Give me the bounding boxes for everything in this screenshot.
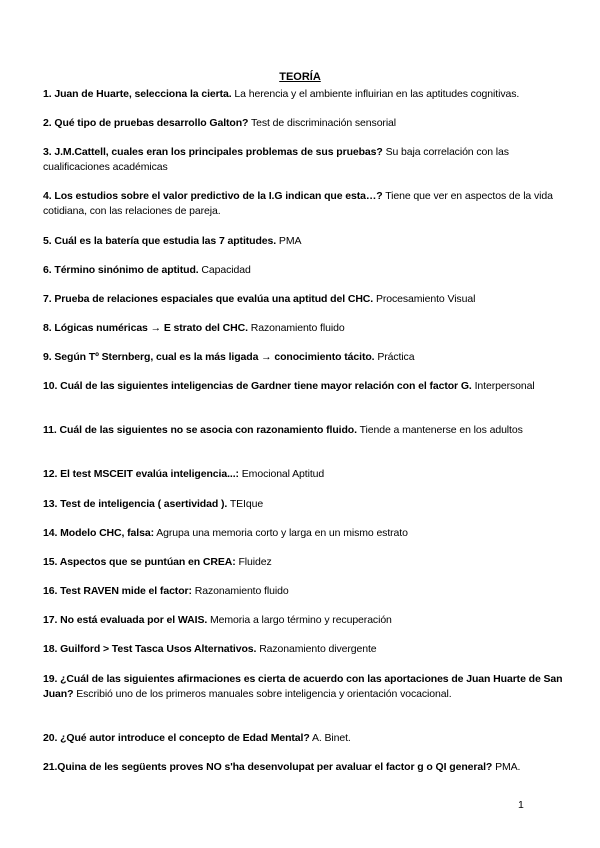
answer-text: Fluidez xyxy=(238,556,272,568)
question-item xyxy=(43,116,563,131)
question-text: 5. Cuál es la batería que estudia las 7 aptitudes. xyxy=(43,235,277,247)
question-item xyxy=(43,350,563,365)
question-text: 14. Modelo CHC, falsa: xyxy=(43,527,154,539)
question-item xyxy=(43,760,563,775)
question-item xyxy=(43,423,563,438)
question-text: 2. Qué tipo de pruebas desarrollo Galton? xyxy=(43,117,249,129)
question-item xyxy=(43,263,563,278)
question-text: 6. Término sinónimo de aptitud. xyxy=(43,264,199,276)
answer-text: TEIque xyxy=(229,498,264,510)
question-item xyxy=(43,87,563,102)
answer-text: Emocional Aptitud xyxy=(241,468,325,480)
question-text: 12. El test MSCEIT evalúa inteligencia...: xyxy=(43,468,239,480)
answer-text: Capacidad xyxy=(201,264,251,276)
question-text: 1. Juan de Huarte, selecciona la cierta. xyxy=(43,88,232,100)
answer-text: Razonamiento fluido xyxy=(194,585,289,597)
answer-text: PMA. xyxy=(495,761,521,773)
question-text: 16. Test RAVEN mide el factor: xyxy=(43,585,192,597)
question-item xyxy=(43,497,563,512)
question-item xyxy=(43,526,563,541)
question-item xyxy=(43,234,563,249)
question-text: 15. Aspectos que se puntúan en CREA: xyxy=(43,556,236,568)
answer-text: Memoria a largo término y recuperación xyxy=(210,614,392,626)
answer-text: Razonamiento fluido xyxy=(250,322,345,334)
question-item xyxy=(43,189,563,219)
question-text: 21.Quina de les següents proves NO s'ha desenvolupat per avaluar el factor g o QI general? xyxy=(43,761,493,773)
answer-text: Agrupa una memoria corto y larga en un mismo estrato xyxy=(156,527,408,539)
question-text: 17. No está evaluada por el WAIS. xyxy=(43,614,208,626)
question-text: 13. Test de inteligencia ( asertividad ). xyxy=(43,498,228,510)
answer-text: La herencia y el ambiente influirian en las aptitudes cognitivas. xyxy=(234,88,520,100)
answer-text: Escribió uno de los primeros manuales sobre inteligencia y orientación vocacional. xyxy=(76,688,452,700)
answer-text: Procesamiento Visual xyxy=(375,293,476,305)
page-title: TEORÍA xyxy=(279,71,321,83)
question-text: 20. ¿Qué autor introduce el concepto de Edad Mental? xyxy=(43,732,310,744)
answer-text: Tiende a mantenerse en los adultos xyxy=(359,424,523,436)
question-item xyxy=(43,642,563,657)
question-text: 18. Guilford > Test Tasca Usos Alternativos. xyxy=(43,643,257,655)
question-text: 8. Lógicas numéricas → E strato del CHC. xyxy=(43,322,248,334)
question-text: 9. Según Tº Sternberg, cual es la más ligada → conocimiento tácito. xyxy=(43,351,375,363)
question-item xyxy=(43,613,563,628)
question-item xyxy=(43,731,563,746)
question-item xyxy=(43,584,563,599)
answer-text: Su baja correlación con las cualificaciones académicas xyxy=(43,146,509,173)
answer-text: PMA xyxy=(278,235,302,247)
question-item xyxy=(43,292,563,307)
question-text: 19. ¿Cuál de las siguientes afirmaciones es cierta de acuerdo con las aportaciones de Juan Huarte de San Juan? xyxy=(43,673,563,700)
answer-text: Interpersonal xyxy=(474,380,535,392)
question-text: 4. Los estudios sobre el valor predictivo de la I.G indican que esta…? xyxy=(43,190,383,202)
question-text: 11. Cuál de las siguientes no se asocia con razonamiento fluido. xyxy=(43,424,357,436)
question-item xyxy=(43,379,563,394)
question-text: 3. J.M.Cattell, cuales eran los principales problemas de sus pruebas? xyxy=(43,146,383,158)
question-item xyxy=(43,555,563,570)
question-text: 10. Cuál de las siguientes inteligencias de Gardner tiene mayor relación con el factor G. xyxy=(43,380,472,392)
question-item xyxy=(43,145,563,175)
answer-text: Razonamiento divergente xyxy=(259,643,377,655)
question-item xyxy=(43,467,563,482)
question-text: 7. Prueba de relaciones espaciales que evalúa una aptitud del CHC. xyxy=(43,293,374,305)
answer-text: Test de discriminación sensorial xyxy=(251,117,397,129)
question-item xyxy=(43,321,563,336)
answer-text: Tiene que ver en aspectos de la vida cotidiana, con las relaciones de pareja. xyxy=(43,190,553,217)
page-number: 1 xyxy=(518,799,524,811)
answer-text: A. Binet. xyxy=(311,732,351,744)
answer-text: Práctica xyxy=(377,351,415,363)
question-item xyxy=(43,672,563,702)
